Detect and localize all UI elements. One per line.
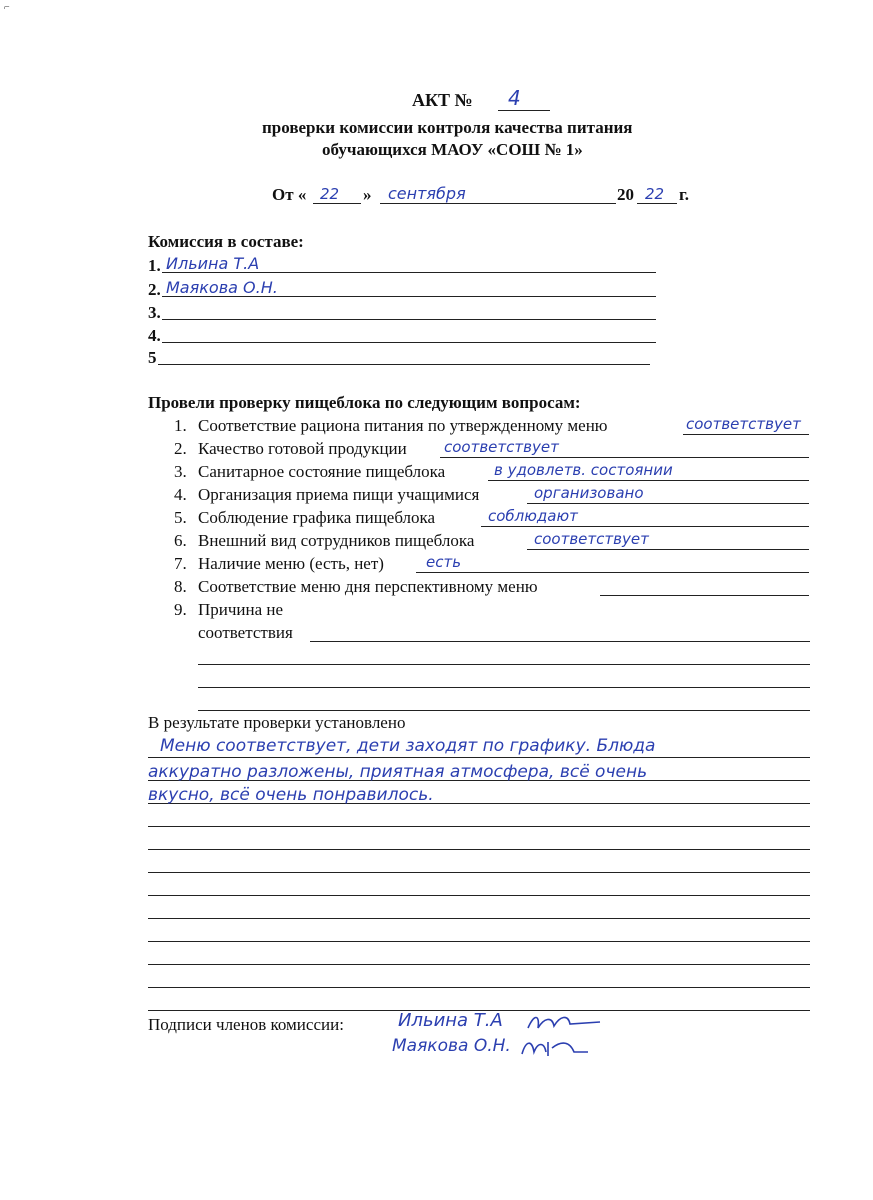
- blank-line: [198, 710, 810, 711]
- member-line: [162, 342, 656, 343]
- check-item-line: [310, 641, 810, 642]
- date-quote-close: »: [363, 185, 372, 204]
- result-line: [148, 872, 810, 873]
- check-item-num: 2.: [174, 439, 187, 458]
- act-label: АКТ №: [412, 90, 473, 110]
- signature-1-name: Ильина Т.А: [398, 1010, 503, 1031]
- check-item-question: Санитарное состояние пищеблока: [198, 462, 446, 481]
- act-subtitle-2: обучающихся МАОУ «СОШ № 1»: [322, 140, 583, 159]
- check-item-answer: соответствует: [444, 438, 559, 456]
- check-item-line: [488, 480, 809, 481]
- check-item-num: 5.: [174, 508, 187, 527]
- member-num: 1.: [148, 256, 161, 275]
- result-line: [148, 987, 810, 988]
- result-line: [148, 964, 810, 965]
- date-year-underline: [637, 203, 677, 204]
- date-day: 22: [320, 185, 340, 203]
- check-item-question: Соответствие меню дня перспективному меню: [198, 577, 538, 596]
- member-num: 2.: [148, 280, 161, 299]
- result-line: [148, 941, 810, 942]
- check-item-answer: соответствует: [686, 415, 801, 433]
- check-item-question: Качество готовой продукции: [198, 439, 407, 458]
- check-item-question: Соблюдение графика пищеблока: [198, 508, 436, 527]
- blank-line: [198, 687, 810, 688]
- check-item-answer: соответствует: [534, 530, 649, 548]
- check-item-line: [416, 572, 809, 573]
- check-item-num: 7.: [174, 554, 187, 573]
- date-day-underline: [313, 203, 361, 204]
- check-item-answer: есть: [426, 553, 462, 571]
- date-prefix: От «: [272, 185, 307, 204]
- act-subtitle-1: проверки комиссии контроля качества питания: [262, 118, 633, 137]
- date-year: 22: [645, 185, 665, 203]
- check-item-question: Соответствие рациона питания по утвержденному меню: [198, 416, 608, 435]
- result-line: [148, 826, 810, 827]
- signature-2-name: Маякова О.Н.: [392, 1036, 511, 1056]
- check-item-line: [600, 595, 809, 596]
- check-item-question: Внешний вид сотрудников пищеблока: [198, 531, 475, 550]
- check-item-question: Организация приема пищи учащимися: [198, 485, 480, 504]
- check-item-num: 8.: [174, 577, 187, 596]
- member-num: 5: [148, 348, 157, 367]
- check-item-num: 3.: [174, 462, 187, 481]
- result-line: [148, 918, 810, 919]
- member-num: 3.: [148, 303, 161, 322]
- member-name: Маякова О.Н.: [166, 278, 278, 297]
- result-line: [148, 757, 810, 758]
- member-name: Ильина Т.А: [166, 254, 260, 273]
- check-item-question: Наличие меню (есть, нет): [198, 554, 384, 573]
- signatures-label: Подписи членов комиссии:: [148, 1015, 344, 1034]
- member-line: [158, 364, 650, 365]
- result-line: [148, 849, 810, 850]
- signature-2-scribble: [518, 1034, 592, 1060]
- act-number-underline: [498, 110, 550, 111]
- check-item-num: 6.: [174, 531, 187, 550]
- result-heading: В результате проверки установлено: [148, 713, 406, 732]
- check-item-answer: соблюдают: [488, 507, 578, 525]
- check-item-line: [683, 434, 809, 435]
- check-item-answer: организовано: [534, 484, 644, 502]
- check-heading: Провели проверку пищеблока по следующим вопросам:: [148, 393, 581, 412]
- check-item-line: [440, 457, 809, 458]
- check-item-question: Причина не: [198, 600, 284, 619]
- result-text: вкусно, всё очень понравилось.: [148, 785, 434, 805]
- check-item-line: [481, 526, 809, 527]
- date-month-underline: [380, 203, 616, 204]
- check-item-num: 9.: [174, 600, 187, 619]
- blank-line: [198, 664, 810, 665]
- date-year-end: г.: [679, 185, 690, 204]
- member-line: [162, 319, 656, 320]
- check-item-line: [527, 503, 809, 504]
- result-text: аккуратно разложены, приятная атмосфера, всё очень: [148, 762, 648, 782]
- check-item-num: 4.: [174, 485, 187, 504]
- date-month: сентября: [388, 184, 466, 203]
- commission-heading: Комиссия в составе:: [148, 232, 304, 251]
- check-item9-continuation: соответствия: [198, 623, 293, 642]
- check-item-line: [527, 549, 809, 550]
- scan-mark: ⌐: [4, 2, 10, 13]
- result-text: Меню соответствует, дети заходят по графику. Блюда: [160, 736, 656, 756]
- check-item-answer: в удовлетв. состоянии: [494, 461, 673, 479]
- signature-1-scribble: [524, 1010, 604, 1036]
- check-item-num: 1.: [174, 416, 187, 435]
- result-line: [148, 895, 810, 896]
- member-num: 4.: [148, 326, 161, 345]
- act-number: 4: [508, 86, 521, 110]
- date-year-prefix: 20: [617, 185, 634, 204]
